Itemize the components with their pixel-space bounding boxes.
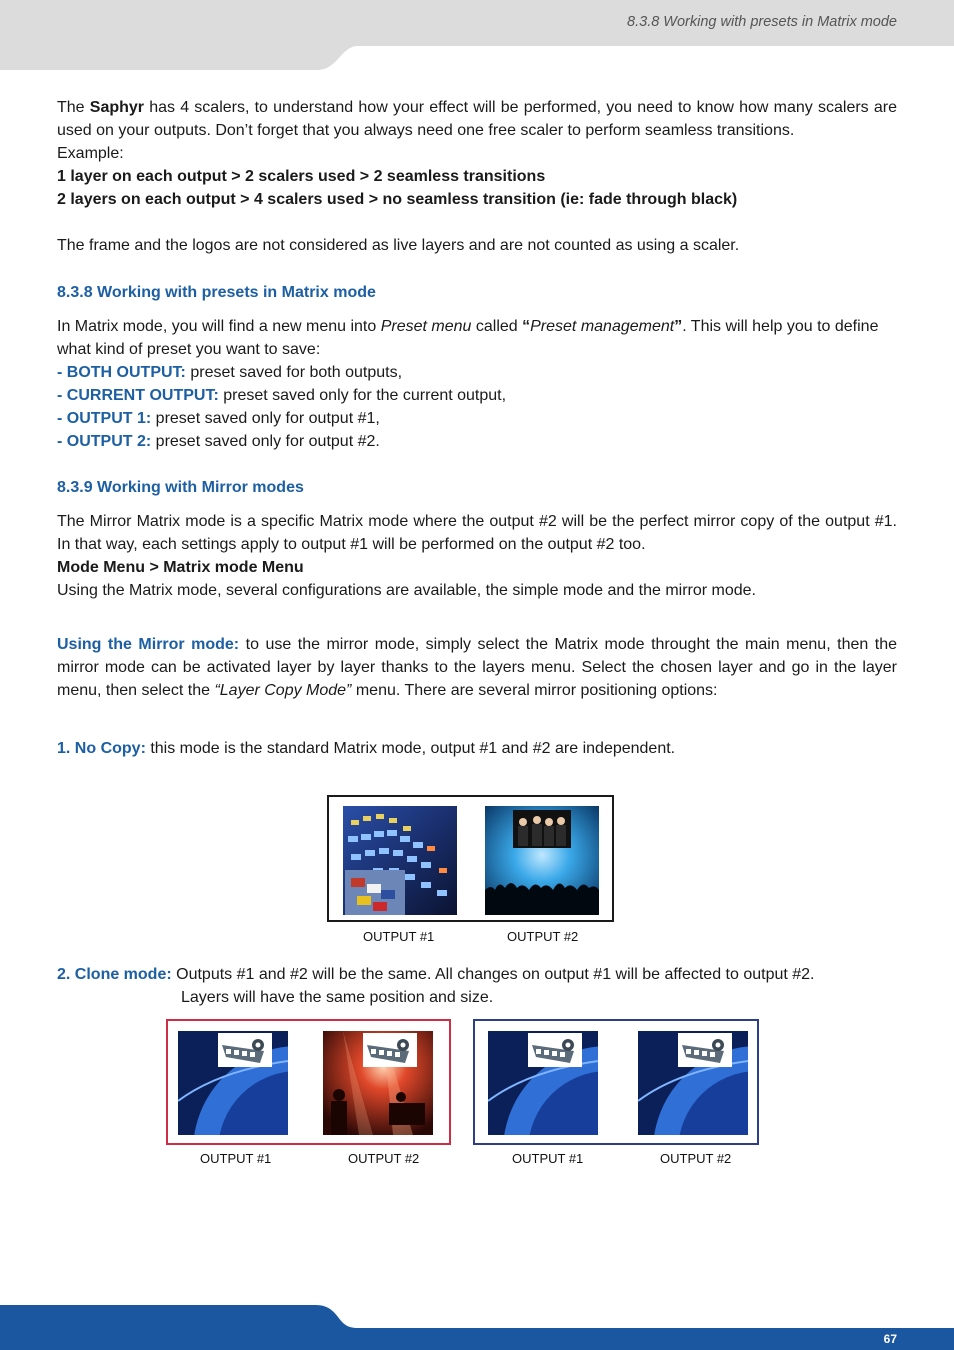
no-copy-paragraph: 1. No Copy: this mode is the standard Matrix mode, output #1 and #2 are independent. [57,740,676,757]
fig2-caption-output1: OUTPUT #1 [200,1151,272,1166]
fig3-caption-output1: OUTPUT #1 [512,1151,584,1166]
live-concert-image [323,1031,433,1135]
section-heading-presets: 8.3.8 Working with presets in Matrix mode [57,284,376,301]
example-label: Example: [57,145,124,162]
fig3-caption-output2: OUTPUT #2 [660,1151,732,1166]
presets-paragraph: In Matrix mode, you will find a new menu into Preset menu called “Preset management”. This will help you to define what kind of preset you want to save: [57,318,879,358]
blue-planet-image-copy [638,1031,748,1135]
blue-planet-image [178,1031,288,1135]
figure-no-copy [327,795,614,922]
using-mirror-paragraph: Using the Mirror mode: to use the mirror mode, simply select the Matrix mode throught the main menu, then the mirror mode can be activated layer by layer thanks to the layers menu. Select the chosen layer and go in the layer menu, then select the “Layer Copy Mode” menu. There are several mirror positioning options: [57,636,897,699]
intro-paragraph: The Saphyr has 4 scalers, to understand how your effect will be performed, you need to know how many scalers are used on your outputs. Don’t forget that you always need one free scaler to perform seamless transitions. [57,99,897,139]
concert-image [485,806,599,915]
fig1-caption-output2: OUTPUT #2 [507,929,579,944]
page-number: 67 [883,1332,897,1346]
example-1: 1 layer on each output > 2 scalers used > 2 seamless transitions [57,168,546,185]
menu-path: Mode Menu > Matrix mode Menu [57,559,304,576]
mirror-paragraph: The Mirror Matrix mode is a specific Matrix mode where the output #2 will be the perfect mirror copy of the output #1. In that way, each settings apply to output #1 will be performed on the output #2 too. [57,513,897,553]
page-header [0,0,954,70]
page-content [57,96,897,760]
preset-option-both: - BOTH OUTPUT: preset saved for both outputs, [57,364,403,381]
fig1-caption-output1: OUTPUT #1 [363,929,435,944]
page-footer [0,1305,954,1350]
frame-note: The frame and the logos are not considered as live layers and are not counted as using a scaler. [57,237,740,254]
clone-mode-paragraph: 2. Clone mode: Outputs #1 and #2 will be the same. All changes on output #1 will be affected to output #2. Layers will have the same position and size. [57,966,815,1006]
preset-option-current: - CURRENT OUTPUT: preset saved only for the current output, [57,387,507,404]
figure-clone-after [473,1019,759,1145]
section-heading-mirror: 8.3.9 Working with Mirror modes [57,479,304,496]
preset-option-output1: - OUTPUT 1: preset saved only for output #1, [57,410,380,427]
preset-option-output2: - OUTPUT 2: preset saved only for output #2. [57,433,380,450]
blue-planet-image [488,1031,598,1135]
fig2-caption-output2: OUTPUT #2 [348,1151,420,1166]
example-2: 2 layers on each output > 4 scalers used > no seamless transition (ie: fade through black) [57,191,738,208]
header-section-title: 8.3.8 Working with presets in Matrix mode [627,14,897,30]
figure-clone-before [166,1019,451,1145]
configurations-paragraph: Using the Matrix mode, several configurations are available, the simple mode and the mirror mode. [57,582,756,599]
mixing-console-image [343,806,457,915]
